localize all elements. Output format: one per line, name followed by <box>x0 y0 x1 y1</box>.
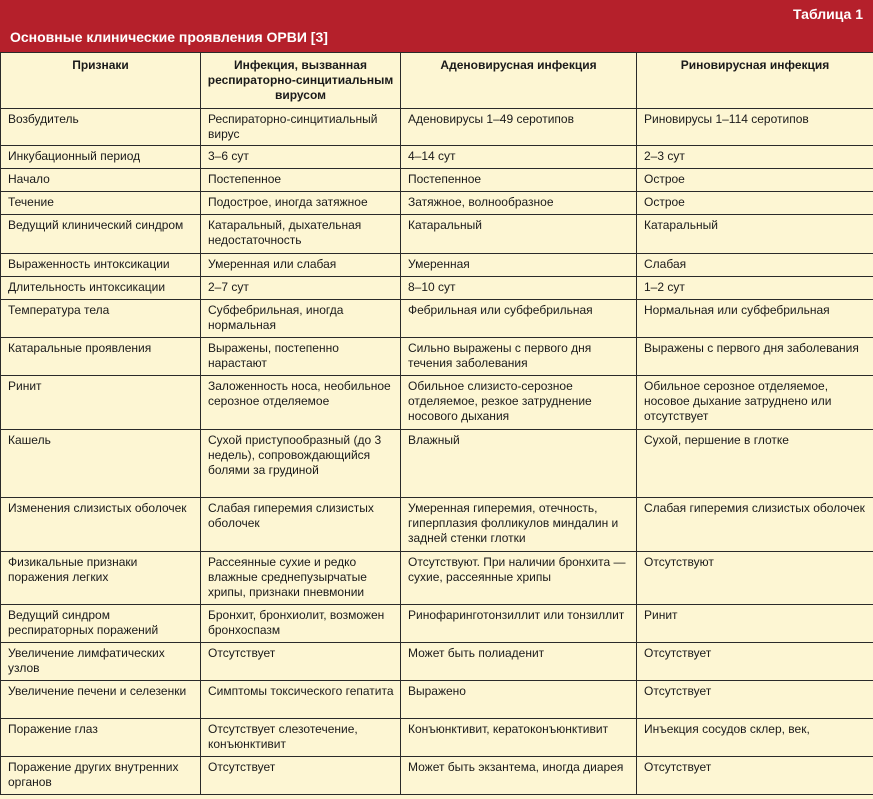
table-cell: Симптомы токсического гепатита <box>201 681 401 719</box>
table-cell: Ведущий клинический синдром <box>1 215 201 254</box>
table-cell: Отсутствует слезотечение, конъюнктивит <box>201 719 401 757</box>
table-cell: Острое <box>637 169 873 192</box>
table-cell: Выраженность интоксикации <box>1 254 201 277</box>
table-cell: Длительность интоксикации <box>1 277 201 300</box>
table-cell: Физикальные признаки поражения легких <box>1 552 201 605</box>
table-cell: Сильно выражены с первого дня течения заболевания <box>401 338 637 376</box>
table-cell: Отсутствуют <box>637 552 873 605</box>
table-row <box>1 300 873 338</box>
table-cell: Нормальная или субфебрильная <box>637 300 873 338</box>
table-cell: Ринит <box>637 605 873 643</box>
table-title: Основные клинические проявления ОРВИ [3] <box>10 29 328 45</box>
table-cell: 8–10 сут <box>401 277 637 300</box>
column-header: Аденовирусная инфекция <box>401 53 637 109</box>
table-cell: Субфебрильная, иногда нормальная <box>201 300 401 338</box>
table-row <box>1 757 873 795</box>
table-cell: Умеренная гиперемия, отечность, гиперплазия фолликулов миндалин и задней стенки глотки <box>401 498 637 552</box>
table-row <box>1 376 873 430</box>
table-cell: Отсутствует <box>201 757 401 795</box>
table-cell: Респираторно-синцитиальный вирус <box>201 109 401 146</box>
table-cell: Отсутствует <box>201 643 401 681</box>
table-row <box>1 146 873 169</box>
table-cell: Может быть полиаденит <box>401 643 637 681</box>
table-cell: Острое <box>637 192 873 215</box>
table-cell: Отсутствует <box>637 681 873 719</box>
table-cell: Выражено <box>401 681 637 719</box>
table-row <box>1 681 873 719</box>
table-cell: Инкубационный период <box>1 146 201 169</box>
table-cell: Постепенное <box>401 169 637 192</box>
table-cell: Может быть экзантема, иногда диарея <box>401 757 637 795</box>
table-row <box>1 277 873 300</box>
table-cell: Фебрильная или субфебрильная <box>401 300 637 338</box>
table-cell: 2–7 сут <box>201 277 401 300</box>
table-cell: Влажный <box>401 430 637 498</box>
table-cell: Отсутствует <box>637 757 873 795</box>
table-cell: Заложенность носа, необильное серозное отделяемое <box>201 376 401 430</box>
table-header-bar <box>0 0 873 52</box>
table-cell: Риновирусы 1–114 серотипов <box>637 109 873 146</box>
table-row <box>1 643 873 681</box>
table-number: Таблица 1 <box>792 6 863 22</box>
table-cell: Умеренная <box>401 254 637 277</box>
table-cell: Обильное серозное отделяемое, носовое дыхание затруднено или отсутствует <box>637 376 873 430</box>
table-cell: Отсутствует <box>637 643 873 681</box>
table-cell: Катаральный <box>401 215 637 254</box>
table-cell: Изменения слизистых оболочек <box>1 498 201 552</box>
column-header: Риновирусная инфекция <box>637 53 873 109</box>
table-cell: Конъюнктивит, кератоконъюнктивит <box>401 719 637 757</box>
table-cell: Кашель <box>1 430 201 498</box>
table-row <box>1 192 873 215</box>
column-header: Инфекция, вызванная респираторно-синцитиальным вирусом <box>201 53 401 109</box>
table-cell: Начало <box>1 169 201 192</box>
table-cell: Бронхит, бронхиолит, возможен бронхоспазм <box>201 605 401 643</box>
table-cell: Катаральные проявления <box>1 338 201 376</box>
table-row <box>1 719 873 757</box>
table-row <box>1 430 873 498</box>
table-cell: Катаральный, дыхательная недостаточность <box>201 215 401 254</box>
table-cell: Температура тела <box>1 300 201 338</box>
table-cell: Рассеянные сухие и редко влажные среднепузырчатые хрипы, признаки пневмонии <box>201 552 401 605</box>
table-cell: Поражение других внутренних органов <box>1 757 201 795</box>
table-cell: Ринофаринготонзиллит или тонзиллит <box>401 605 637 643</box>
table-cell: Обильное слизисто-серозное отделяемое, резкое затруднение носового дыхания <box>401 376 637 430</box>
table-cell: Выражены, постепенно нарастают <box>201 338 401 376</box>
table-cell: Затяжное, волнообразное <box>401 192 637 215</box>
table-row <box>1 169 873 192</box>
table-cell: Ринит <box>1 376 201 430</box>
table-cell: Умеренная или слабая <box>201 254 401 277</box>
table-row <box>1 338 873 376</box>
table-cell: Слабая <box>637 254 873 277</box>
table-cell: Выражены с первого дня заболевания <box>637 338 873 376</box>
table-row <box>1 552 873 605</box>
table-cell: 2–3 сут <box>637 146 873 169</box>
table-cell: Сухой, першение в глотке <box>637 430 873 498</box>
table-cell: Течение <box>1 192 201 215</box>
table-cell: Катаральный <box>637 215 873 254</box>
table-cell: Инъекция сосудов склер, век, <box>637 719 873 757</box>
column-header: Признаки <box>1 53 201 109</box>
table-cell: 4–14 сут <box>401 146 637 169</box>
table-cell: Увеличение лимфатических узлов <box>1 643 201 681</box>
table-row <box>1 215 873 254</box>
table-cell: Постепенное <box>201 169 401 192</box>
header-row <box>1 53 873 109</box>
table-row <box>1 605 873 643</box>
table-cell: Поражение глаз <box>1 719 201 757</box>
table-cell: Аденовирусы 1–49 серотипов <box>401 109 637 146</box>
table-row <box>1 498 873 552</box>
clinical-table <box>0 52 873 795</box>
table-cell: Сухой приступообразный (до 3 недель), сопровождающийся болями за грудиной <box>201 430 401 498</box>
table-cell: Слабая гиперемия слизистых оболочек <box>637 498 873 552</box>
table-row <box>1 109 873 146</box>
table-cell: Возбудитель <box>1 109 201 146</box>
table-cell: Подострое, иногда затяжное <box>201 192 401 215</box>
table-cell: 3–6 сут <box>201 146 401 169</box>
table-cell: Слабая гиперемия слизистых оболочек <box>201 498 401 552</box>
table-cell: Увеличение печени и селезенки <box>1 681 201 719</box>
table-row <box>1 254 873 277</box>
table-cell: Отсутствуют. При наличии бронхита — сухие, рассеянные хрипы <box>401 552 637 605</box>
table-cell: 1–2 сут <box>637 277 873 300</box>
table-cell: Ведущий синдром респираторных поражений <box>1 605 201 643</box>
